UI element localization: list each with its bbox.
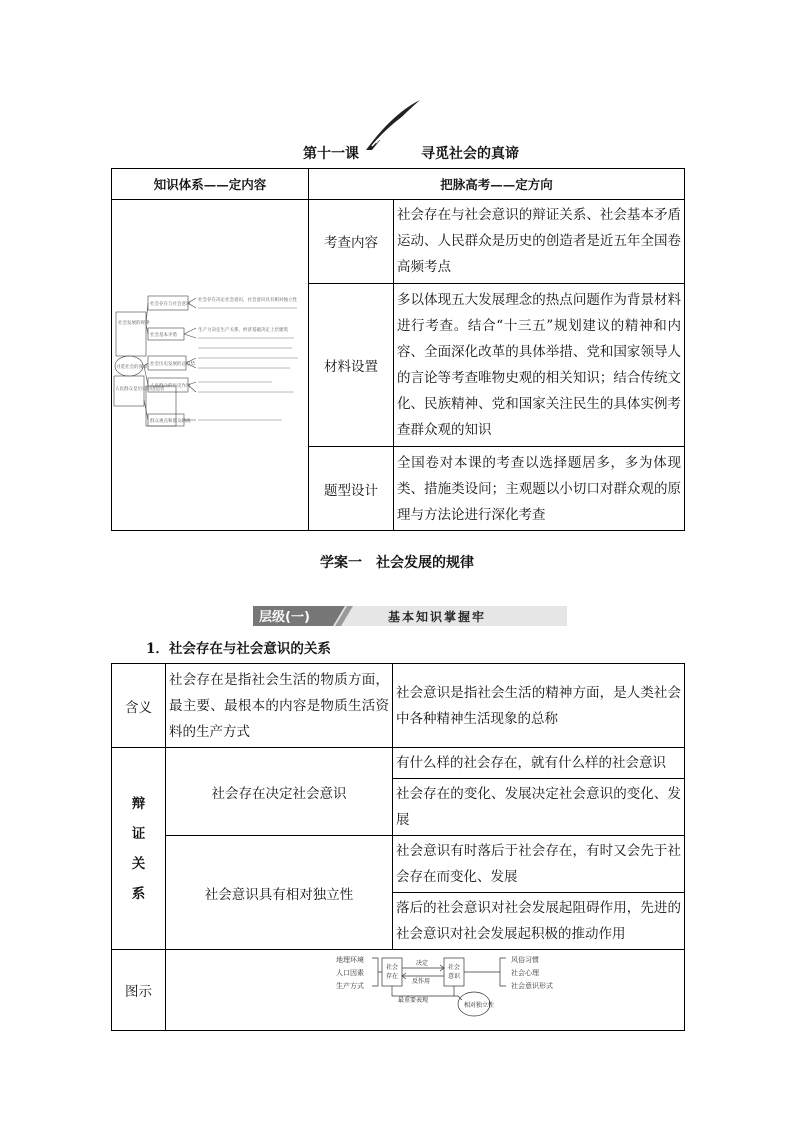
diagram-arrow-decides: 决定 <box>416 960 429 967</box>
diagram-left-item-1: 地理环境 <box>336 956 364 964</box>
diagram-box-consciousness: 社会意识 <box>448 964 461 980</box>
diagram-box-existence: 社会存在 <box>386 964 399 980</box>
mindmap-node-6: 人民群众的历史作用 <box>150 384 191 389</box>
lesson-name: 寻觅社会的真谛 <box>421 146 519 162</box>
relation-table <box>111 663 685 1031</box>
meaning-consciousness: 社会意识是指社会生活的精神方面，是人类社会中各种精神生活现象的总称 <box>393 664 685 748</box>
overview-table <box>111 168 685 531</box>
meaning-existence: 社会存在是指社会生活的物质方面，最主要、最根本的内容是物质生活资料的生产方式 <box>166 664 393 748</box>
mindmap-node-7: 群众观点和群众路线 <box>150 419 191 424</box>
level-banner <box>253 606 567 626</box>
lesson-title <box>0 141 794 163</box>
diagram-right-item-3: 社会意识形式 <box>511 982 553 990</box>
mindmap-root: 社会发展的规律 <box>118 321 150 326</box>
section-1-title: 1．社会存在与社会意识的关系 <box>146 641 331 657</box>
diagram-right-item-2: 社会心理 <box>511 969 539 977</box>
decides-point-2: 社会存在的变化、发展决定社会意识的变化、发展 <box>393 779 685 836</box>
diagram-right-item-1: 风俗习惯 <box>511 956 539 964</box>
row-label-material: 材料设置 <box>309 283 394 446</box>
diagram-label: 图示 <box>112 950 166 1031</box>
mindmap-node-3: 社会基本矛盾 <box>150 333 177 338</box>
independence-label: 社会意识具有相对独立性 <box>166 836 393 950</box>
meaning-label: 含义 <box>112 664 166 748</box>
mindmap-cell <box>112 200 309 531</box>
row-text-question: 全国卷对本课的考查以选择题居多，多为体现类、措施类设问；主观题以小切口对群众观的原理与方法论进行深化考查 <box>394 447 685 531</box>
mindmap-node-2: 社会存在决定社会意识，社会意识具有相对独立性 <box>198 298 297 303</box>
banner-text: 基本知识掌握牢 <box>388 610 487 624</box>
row-text-material: 多以体现五大发展理念的热点问题作为背景材料进行考查。结合“十三五”规划建议的精神和内容、全面深化改革的具体举措、党和国家领导人的言论等考查唯物史观的相关知识；结合传统文化、民族精神、党和国家关注民生的具体实例考查群众观的知识 <box>394 283 685 446</box>
independence-point-1: 社会意识有时落后于社会存在，有时又会先于社会存在而变化、发展 <box>393 836 685 893</box>
banner-level: 层级(一) <box>259 610 310 625</box>
diagram-bottom-label: 最重要表现 <box>398 997 429 1004</box>
diagram-circle: 相对独立性 <box>464 1002 495 1009</box>
row-label-content: 考查内容 <box>309 200 394 284</box>
existence-consciousness-diagram <box>166 950 684 1026</box>
mindmap-node-4: 生产力决定生产关系，经济基础决定上层建筑 <box>198 328 288 333</box>
mindmap-node-5: 社会历史发展的总趋势 <box>150 362 195 367</box>
col-header-knowledge: 知识体系——定内容 <box>112 169 309 200</box>
decides-point-1: 有什么样的社会存在，就有什么样的社会意识 <box>393 748 685 779</box>
diagram-cell <box>166 950 685 1031</box>
study-title: 学案一 社会发展的规律 <box>320 555 474 571</box>
knowledge-mindmap <box>112 200 308 526</box>
mindmap-center: 寻觅社会的真谛 <box>116 365 148 370</box>
row-text-content: 社会存在与社会意识的辩证关系、社会基本矛盾运动、人民群众是历史的创造者是近五年全国卷高频考点 <box>394 200 685 284</box>
dialectic-label: 辩 证 关 系 <box>112 748 166 950</box>
mindmap-bottom: 人民群众是历史的创造者 <box>115 387 165 392</box>
independence-point-2: 落后的社会意识对社会发展起阻碍作用，先进的社会意识对社会发展起积极的推动作用 <box>393 893 685 950</box>
lesson-number: 第十一课 <box>303 146 359 162</box>
diagram-left-item-2: 人口因素 <box>336 969 364 977</box>
col-header-exam: 把脉高考——定方向 <box>309 169 685 200</box>
row-label-question: 题型设计 <box>309 447 394 531</box>
diagram-arrow-react: 反作用 <box>412 978 431 985</box>
diagram-left-item-3: 生产方式 <box>336 982 364 990</box>
mindmap-node-1: 社会存在与社会意识 <box>150 302 191 307</box>
decides-label: 社会存在决定社会意识 <box>166 748 393 836</box>
